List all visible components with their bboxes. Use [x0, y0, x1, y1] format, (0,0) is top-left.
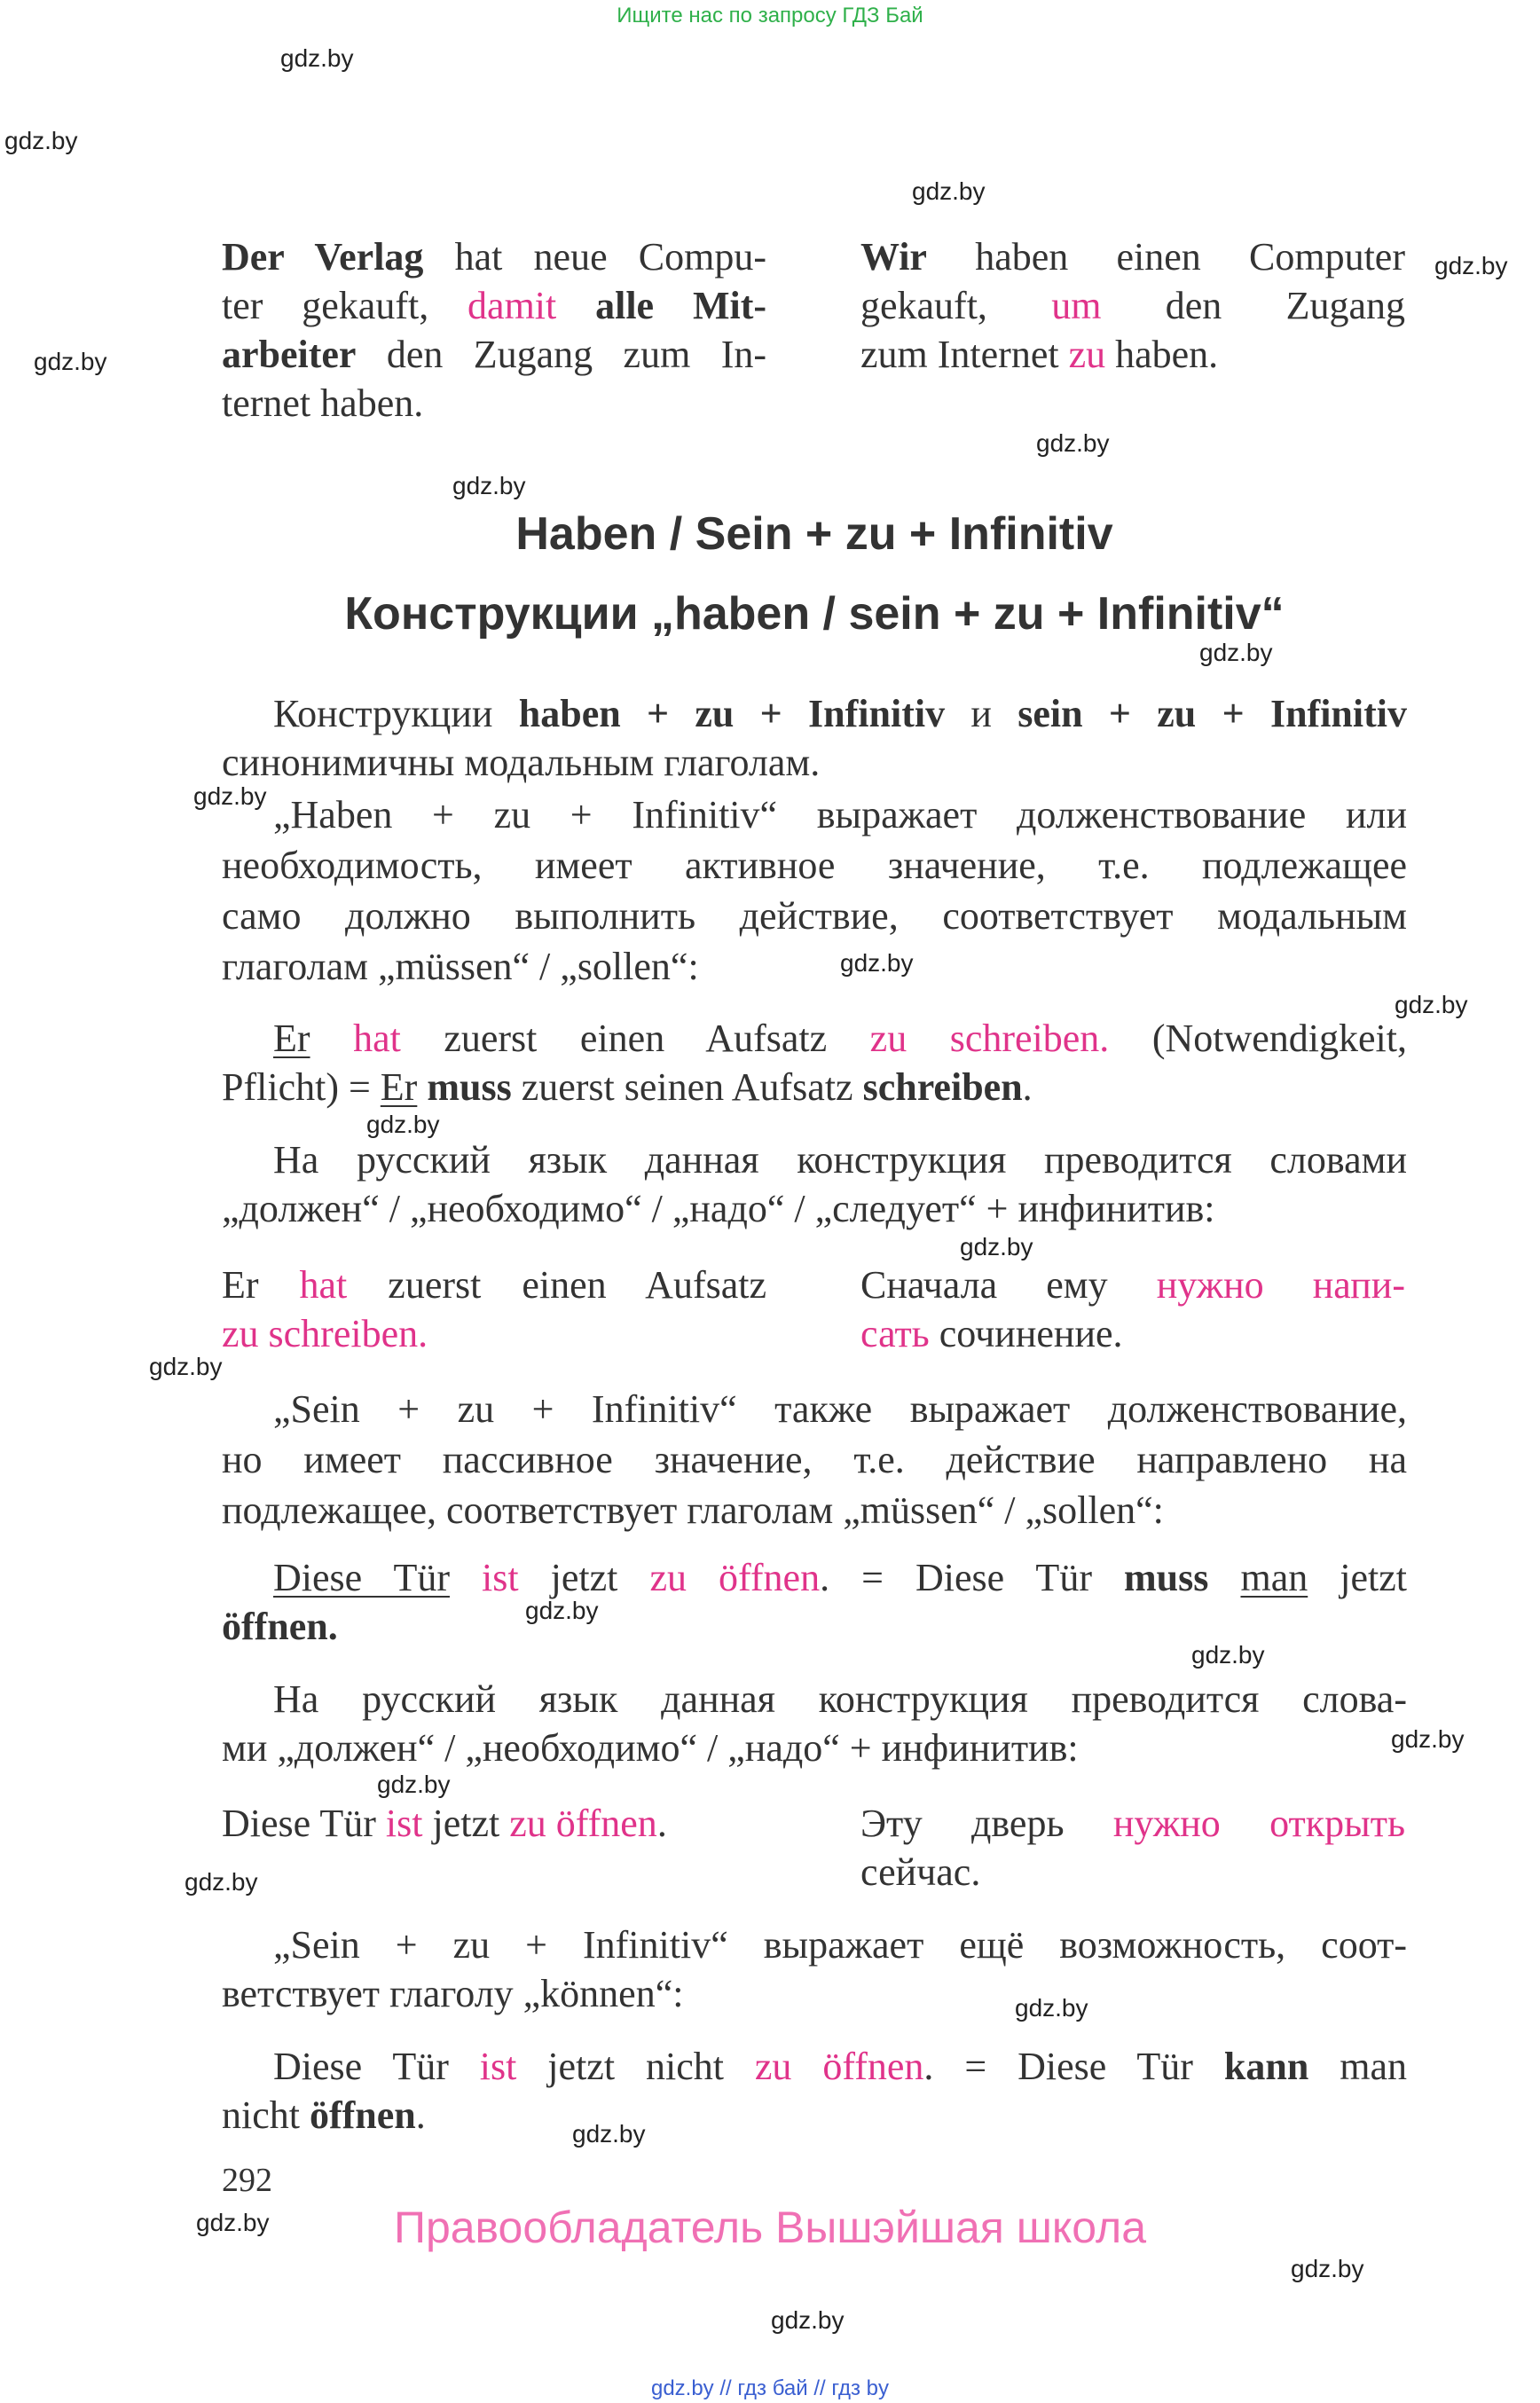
watermark: gdz.by [4, 127, 78, 154]
watermark: gdz.by [771, 2306, 845, 2334]
footer-links[interactable]: gdz.by // гдз бай // гдз by [650, 2376, 890, 2400]
watermark: gdz.by [1395, 991, 1468, 1018]
example-1-german-um-zu: Wir haben einen Computer gekauft, um den Zugang zum Internet zu haben. [860, 235, 1405, 376]
watermark: gdz.by [1199, 639, 1273, 666]
watermark: gdz.by [193, 782, 267, 810]
example-5-russian: Эту дверь нужно открыть сейчас. [860, 1802, 1406, 1894]
section-subheading: Конструкции „haben / sein + zu + Infinitiv“ [344, 588, 1285, 640]
watermark: gdz.by [1291, 2255, 1364, 2282]
watermark: gdz.by [912, 177, 986, 205]
watermark: gdz.by [1036, 429, 1110, 457]
watermark: gdz.by [960, 1233, 1033, 1260]
watermark: gdz.by [1391, 1725, 1465, 1753]
watermark: gdz.by [34, 348, 107, 375]
paragraph-translation-1: На русский язык данная конструкция преводится словами „должен“ / „необходимо“ / „надо“ / „следует“ + инфинитив: [222, 1138, 1407, 1230]
watermark: gdz.by [452, 472, 526, 499]
watermark: gdz.by [840, 949, 914, 977]
watermark: gdz.by [1015, 1994, 1088, 2022]
highlight-damit: damit [468, 284, 557, 327]
subject: Wir [860, 235, 927, 279]
section-heading: Haben / Sein + zu + Infinitiv [515, 508, 1113, 560]
paragraph-intro: Конструкции haben + zu + Infinitiv и sein + zu + Infinitiv синонимичны модальным глаголам. [222, 692, 1407, 784]
highlight-um: um [1051, 284, 1102, 327]
example-3-russian: Сначала ему нужно напи- сать сочинение. [860, 1263, 1405, 1355]
paragraph-sein-zu: „Sein + zu + Infinitiv“ также выражает долженствование, но имеет пассивное значение, т.е. действие направлено на подлежащее, соответствует глаголам „müssen“ / „sollen“: [222, 1387, 1407, 1532]
watermark: gdz.by [572, 2120, 646, 2148]
page-number: 292 [222, 2162, 272, 2199]
watermark: gdz.by [377, 1771, 451, 1798]
example-1-german-damit: Der Verlag hat neue Compu- ter gekauft, damit alle Mit- arbeiter den Zugang zum In- ternet haben. [222, 235, 766, 425]
watermark: gdz.by [185, 1868, 258, 1896]
watermark: gdz.by [1191, 1641, 1265, 1669]
example-3-german: Er hat zuerst einen Aufsatz zu schreiben. [222, 1263, 767, 1355]
copyright-owner: Правообладатель Вышэйшая школа [394, 2203, 1146, 2252]
watermark: gdz.by [196, 2209, 270, 2236]
paragraph-haben-zu: „Haben + zu + Infinitiv“ выражает долженствование или необходимость, имеет активное значение, т.е. подлежащее само должно выполнить действие, соответствует модальным глаголам „müssen“ / „sollen“: [222, 793, 1407, 988]
subject: Der Verlag [222, 235, 424, 279]
watermark: gdz.by [366, 1111, 440, 1138]
header-notice: Ищите нас по запросу ГДЗ Бай [617, 4, 923, 27]
example-5-german: Diese Tür ist jetzt zu öffnen. [222, 1802, 667, 1845]
watermark: gdz.by [280, 44, 354, 72]
example-2-haben-zu: Er hat zuerst einen Aufsatz zu schreiben. (Notwendigkeit, Pflicht) = Er muss zuerst seinen Aufsatz schreiben. [222, 1017, 1407, 1109]
paragraph-translation-2: На русский язык данная конструкция преводится слова- ми „должен“ / „необходимо“ / „надо“ + инфинитив: [222, 1677, 1407, 1770]
example-4-sein-zu: Diese Tür ist jetzt zu öffnen. = Diese Tür muss man jetzt öffnen. [222, 1556, 1408, 1648]
paragraph-sein-zu-possibility: „Sein + zu + Infinitiv“ выражает ещё возможность, соот- ветствует глаголу „können“: [222, 1923, 1407, 2015]
example-6-sein-zu-kann: Diese Tür ist jetzt nicht zu öffnen. = Diese Tür kann man nicht öffnen. [222, 2045, 1408, 2137]
watermark: gdz.by [1434, 252, 1508, 279]
watermark: gdz.by [149, 1353, 223, 1380]
watermark: gdz.by [525, 1597, 599, 1624]
highlight-zu: zu [1068, 333, 1106, 376]
